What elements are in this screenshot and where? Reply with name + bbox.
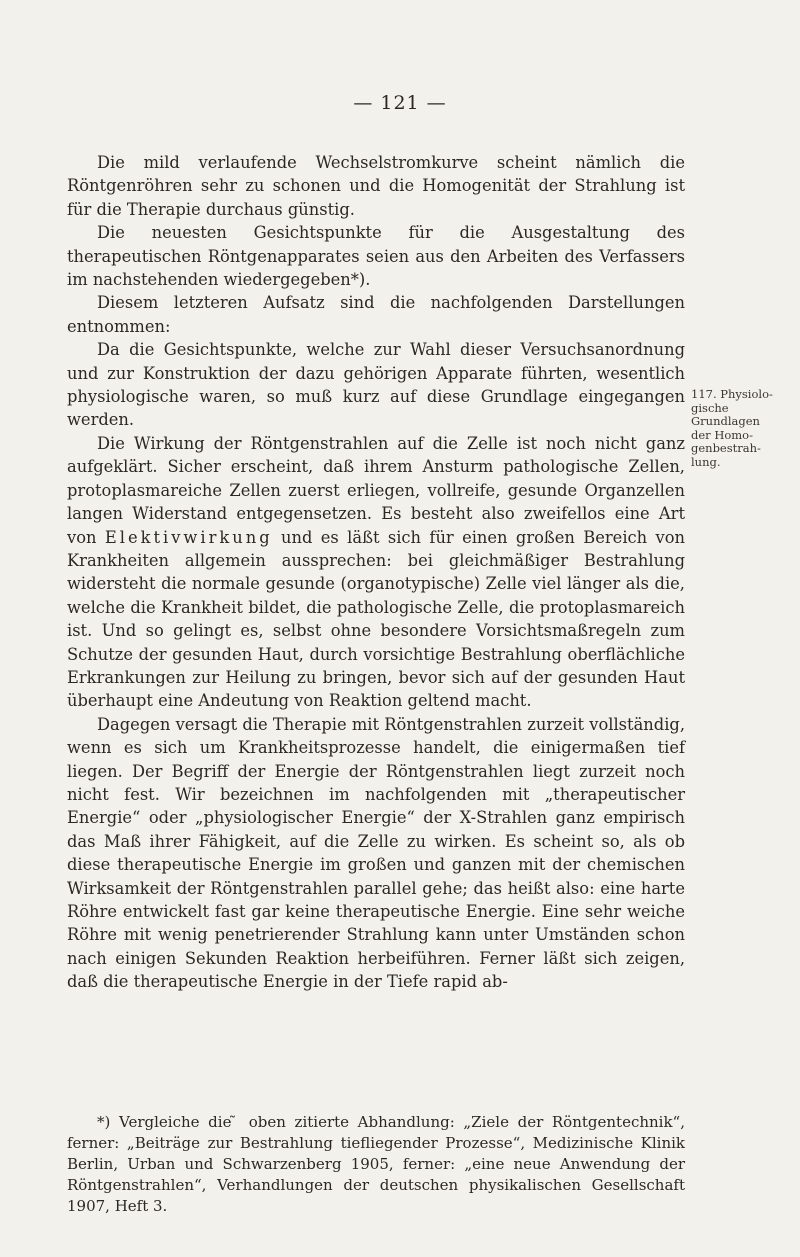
margin-note (691, 388, 773, 469)
paragraph-5-part-2: und es läßt sich für einen großen Bereich von Krankheiten allgemein aussprechen: bei gleichmäßiger Bestrahlung widersteht die normale gesunde (organotypische) Zelle viel länger als die, welche die Krankheit bildet, die pathologische Zelle, die protoplasmareich ist. Und so gelingt es, selbst ohne besondere Vorsichtsmaßregeln zum Schutze der gesunden Haut, durch vorsichtige Bestrahlung oberflächliche Erkrankungen zur Heilung zu bringen, bevor sich auf der gesunden Haut überhaupt eine Andeutung von Reaktion geltend macht. (67, 527, 685, 711)
paragraph-5 (67, 432, 685, 713)
margin-note-line: gische (691, 400, 729, 415)
paragraph-6: Dagegen versagt die Therapie mit Röntgenstrahlen zurzeit vollständig, wenn es sich um Krankheitsprozesse handelt, die einigermaßen tief liegen. Der Begriff der Energie der Röntgenstrahlen liegt zurzeit noch nicht fest. Wir bezeichnen im nachfolgenden mit „therapeutischer Energie“ oder „physiologischer Energie“ der X-Strahlen ganz empirisch das Maß ihrer Fähigkeit, auf die Zelle zu wirken. Es scheint so, als ob diese therapeutische Energie im großen und ganzen mit der chemischen Wirksamkeit der Röntgenstrahlen parallel gehe; das heißt also: eine harte Röhre entwickelt fast gar keine therapeutische Energie. Eine sehr weiche Röhre mit wenig penetrierender Strahlung kann unter Umständen schon nach einigen Sekunden Reaktion herbeiführen. Ferner läßt sich zeigen, daß die therapeutische Energie in der Tiefe rapid ab- (67, 714, 685, 992)
margin-note-line: lung. (691, 454, 721, 469)
body-text (67, 151, 685, 994)
paragraph-3: Diesem letzteren Aufsatz sind die nachfolgenden Darstellungen entnommen: (67, 293, 685, 336)
paragraph-1: Die mild verlaufende Wechselstromkurve scheint nämlich die Röntgenröhren sehr zu schonen und die Homogenität der Strahlung ist für die Therapie durchaus günstig. (67, 153, 685, 219)
margin-note-line: 117. Physiolo- (691, 387, 773, 401)
paragraph-5-part-1: Die Wirkung der Röntgenstrahlen auf die Zelle ist noch nicht ganz aufgeklärt. Sicher erscheint, daß ihrem Ansturm pathologische Zellen, protoplasmareiche Zellen zuerst erliegen, vollreife, gesunde Organzellen langen Widerstand entgegensetzen. Es besteht also zweifellos eine Art von (67, 433, 685, 547)
margin-note-line: genbestrah- (691, 441, 761, 455)
emphasized-term: Elektivwirkung (104, 527, 273, 547)
paragraph-4: Da die Gesichtspunkte, welche zur Wahl dieser Versuchsanordnung und zur Konstruktion der dazu gehörigen Apparate führten, wesentlich physiologische waren, so muß kurz auf diese Grundlage eingegangen werden. (67, 340, 685, 430)
margin-note-line: der Homo- (691, 427, 753, 442)
footnote (67, 1112, 685, 1217)
footnote-text: *) Vergleiche die ̃ oben zitierte Abhandlung: „Ziele der Röntgentechnik“, ferner: „Beiträge zur Bestrahlung tiefliegender Prozesse“, Medizinische Klinik Berlin, Urban und Schwarzenberg 1905, ferner: „eine neue Anwendung der Röntgenstrahlen“, Verhandlungen der deutschen physikalischen Gesellschaft 1907, Heft 3. (67, 1113, 685, 1215)
paragraph-2: Die neuesten Gesichtspunkte für die Ausgestaltung des therapeutischen Röntgenapparates seien aus den Arbeiten des Verfassers im nachstehenden wiedergegeben*). (67, 223, 685, 290)
margin-note-line: Grundlagen (691, 414, 760, 428)
page-number-header: — 121 — (353, 92, 447, 114)
